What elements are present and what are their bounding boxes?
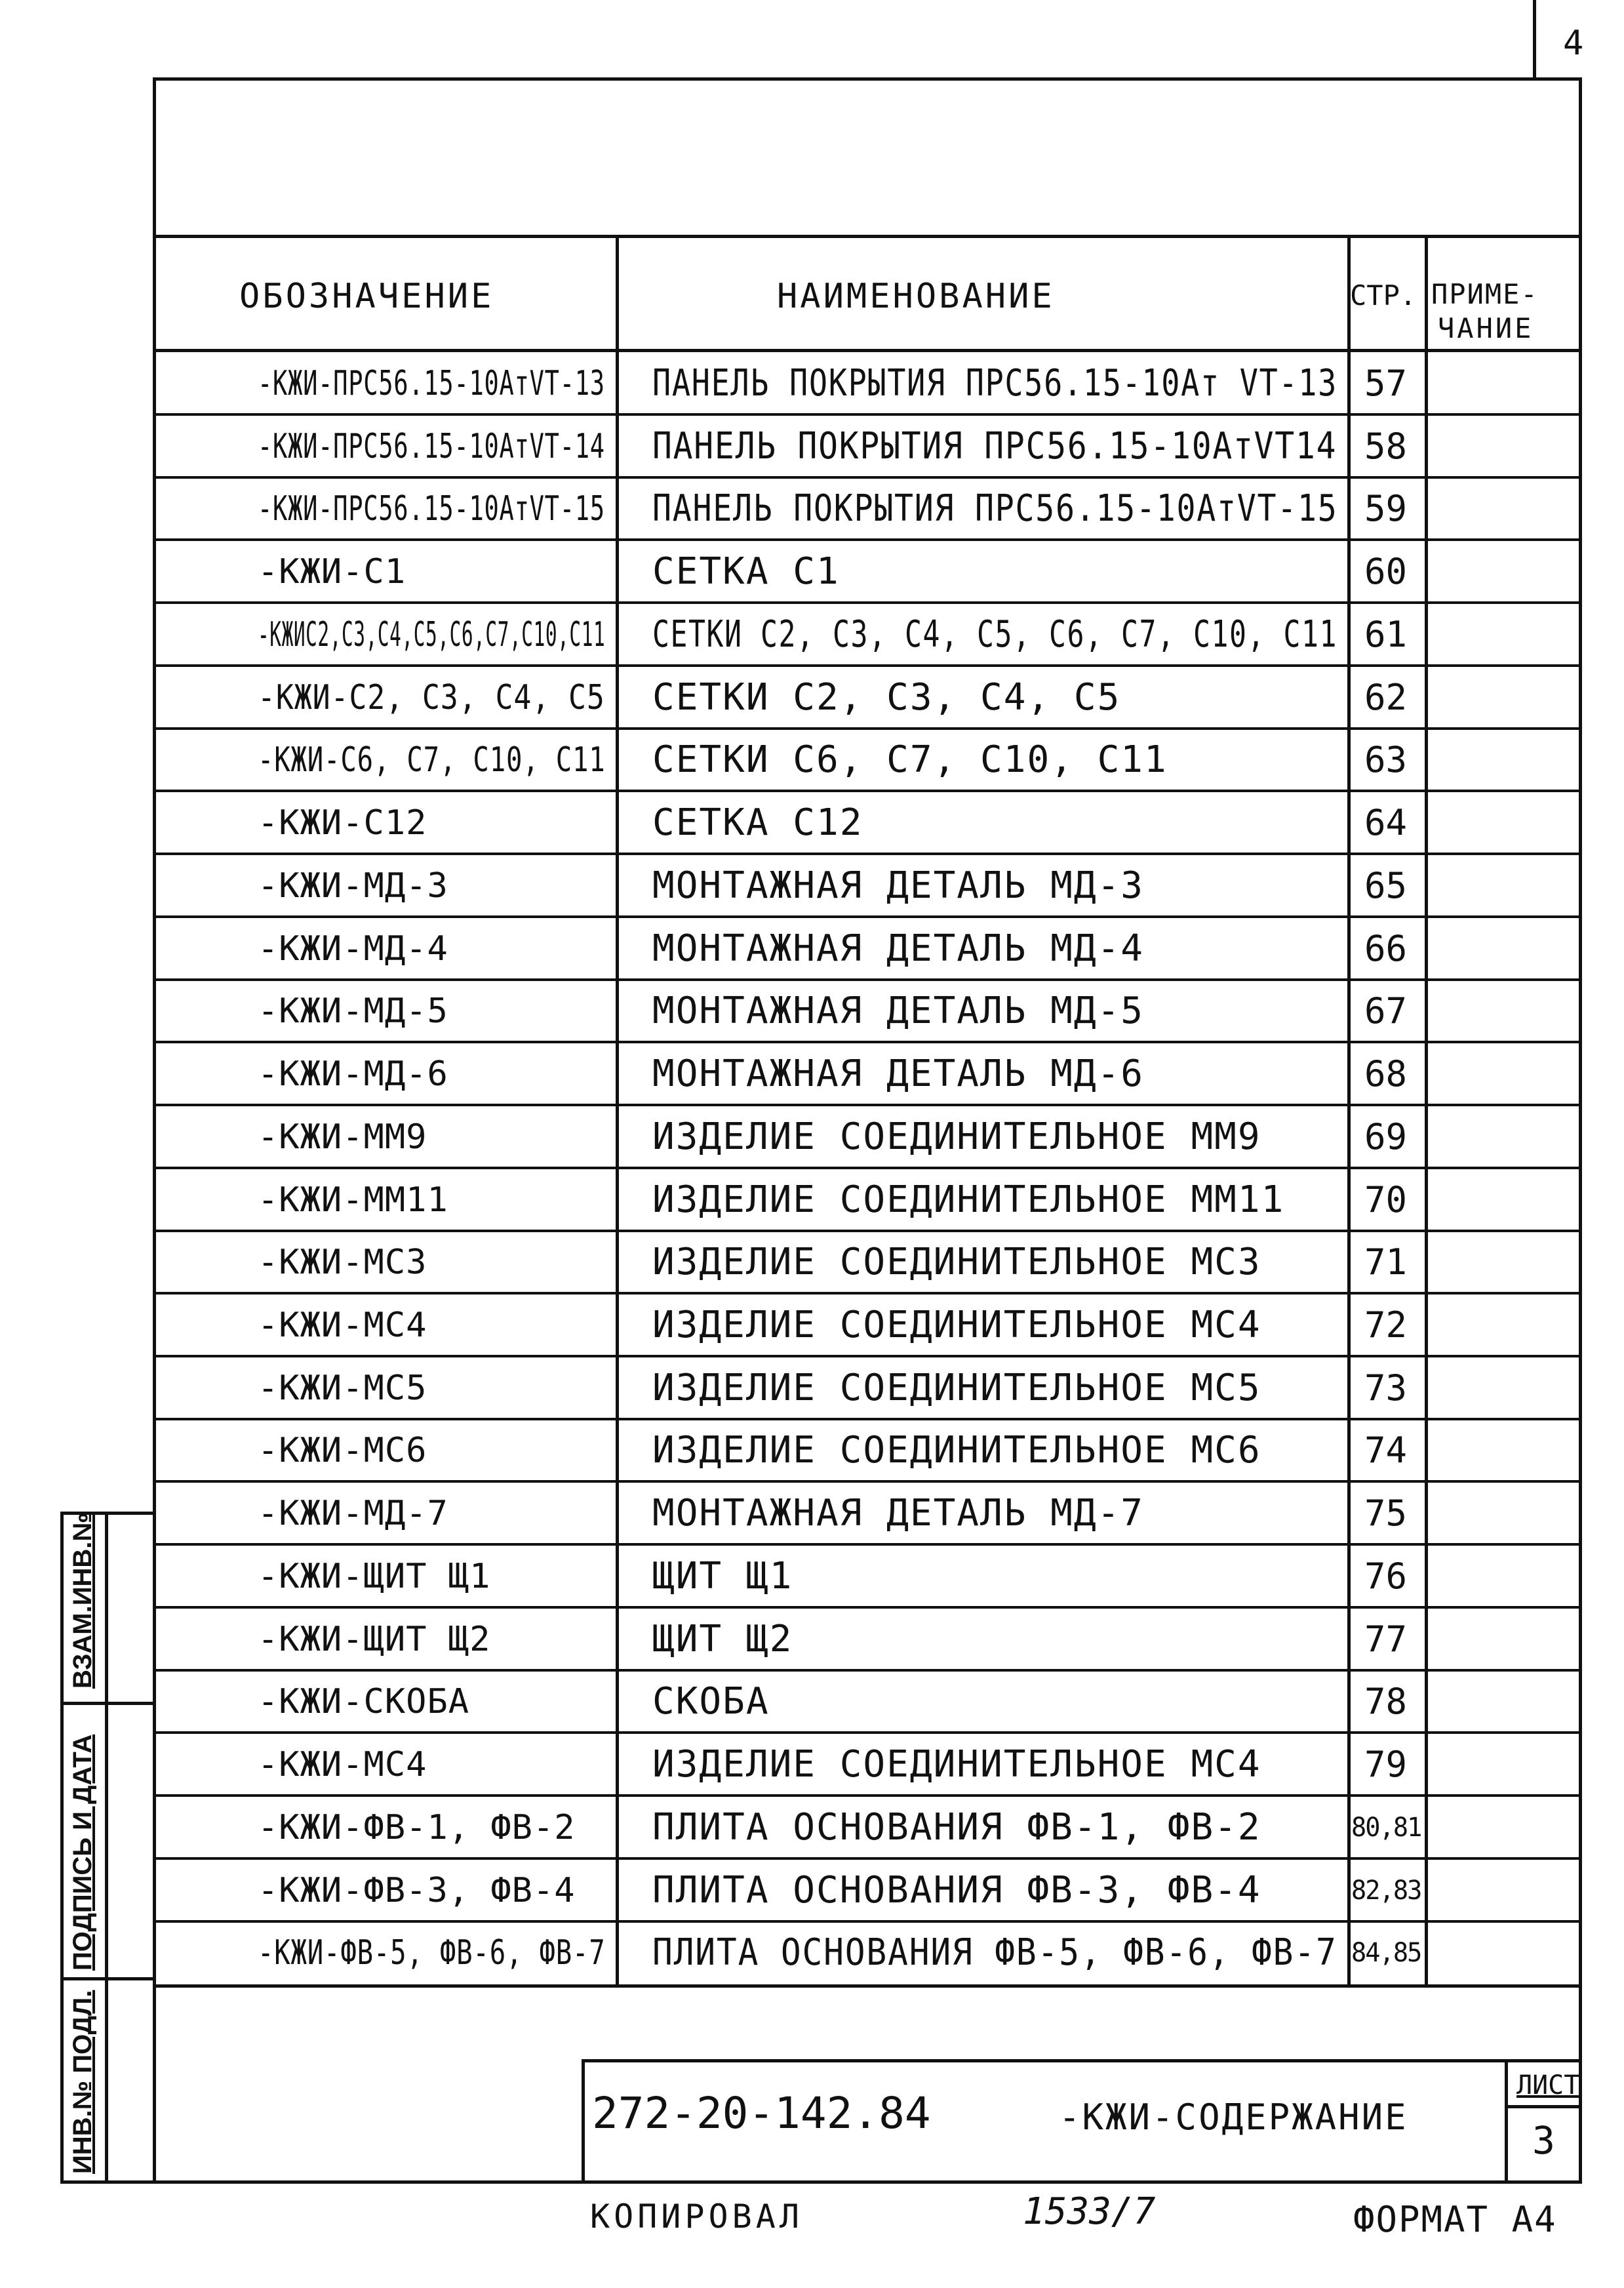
row-name: ПЛИТА ОСНОВАНИЯ ФВ-1, ФВ-2 — [652, 1806, 1261, 1849]
row-page: 61 — [1364, 614, 1408, 655]
binding-strip — [60, 1512, 153, 2184]
table-row — [153, 729, 1582, 792]
table-row — [153, 540, 1582, 603]
stamp-sheet-number: 3 — [1532, 2118, 1555, 2163]
row-page: 68 — [1364, 1053, 1408, 1094]
row-name: ИЗДЕЛИЕ СОЕДИНИТЕЛЬНОЕ МС4 — [652, 1743, 1261, 1786]
table-row — [153, 1357, 1582, 1420]
footer-copy-number: 1533/7 — [1023, 2190, 1156, 2233]
row-designation: -КЖИ-МД-7 — [258, 1494, 448, 1533]
row-designation: -КЖИ-ФВ-5, ФВ-6, ФВ-7 — [258, 1933, 606, 1973]
row-page: 65 — [1364, 865, 1408, 906]
row-name: ИЗДЕЛИЕ СОЕДИНИТЕЛЬНОЕ ММ11 — [652, 1178, 1285, 1221]
table-row — [153, 1796, 1582, 1859]
table-row — [153, 352, 1582, 415]
footer-copied: КОПИРОВАЛ — [590, 2198, 803, 2236]
table-row — [153, 792, 1582, 854]
row-designation: -КЖИ-МС4 — [258, 1745, 427, 1784]
table-row — [153, 666, 1582, 729]
table-row — [153, 1859, 1582, 1922]
strip-div-2 — [60, 1977, 153, 1980]
table-row — [153, 1419, 1582, 1482]
stamp-sheet-label: ЛИСТ — [1516, 2070, 1580, 2100]
side-label-inv-podl: ИНВ.№ ПОДЛ. — [68, 1990, 97, 2174]
header-name: НАИМЕНОВАНИЕ — [777, 277, 1055, 316]
table-row — [153, 415, 1582, 478]
row-designation: -КЖИ-СКОБА — [258, 1682, 470, 1721]
row-name: МОНТАЖНАЯ ДЕТАЛЬ МД-5 — [652, 990, 1145, 1032]
row-page: 73 — [1364, 1367, 1408, 1409]
row-name: ПАНЕЛЬ ПОКРЫТИЯ ПРС56.15-10АтVТ14 — [652, 425, 1337, 468]
row-page: 64 — [1364, 802, 1408, 843]
row-page: 71 — [1364, 1241, 1408, 1283]
row-designation: -КЖИ-ПРС56.15-10АтVТ-14 — [258, 427, 605, 466]
row-name: ПАНЕЛЬ ПОКРЫТИЯ ПРС56.15-10Ат VТ-13 — [652, 362, 1338, 405]
strip-div-1 — [60, 1702, 153, 1705]
row-name: СЕТКА С1 — [652, 550, 840, 593]
row-designation: -КЖИ-МД-4 — [258, 929, 448, 969]
row-page: 70 — [1364, 1179, 1408, 1220]
table-row — [153, 477, 1582, 540]
strip-bottom-line — [60, 2180, 153, 2184]
header-designation: ОБОЗНАЧЕНИЕ — [239, 277, 494, 316]
row-designation: -КЖИ-МС3 — [258, 1243, 427, 1282]
row-designation: -КЖИ-ФВ-1, ФВ-2 — [258, 1808, 576, 1847]
row-name: ИЗДЕЛИЕ СОЕДИНИТЕЛЬНОЕ МС3 — [652, 1241, 1261, 1283]
header-page: СТР. — [1350, 279, 1417, 311]
row-name: СЕТКИ С6, С7, С10, С11 — [652, 738, 1168, 781]
table-bottom-line — [153, 1984, 1582, 1988]
row-designation: -КЖИ-МД-3 — [258, 866, 448, 906]
stamp-sheet-mid — [1505, 2105, 1582, 2108]
row-page: 80,81 — [1351, 1813, 1421, 1843]
row-page: 75 — [1364, 1493, 1408, 1534]
row-designation: -КЖИ-С2, С3, С4, С5 — [258, 678, 605, 717]
row-page: 84,85 — [1351, 1938, 1421, 1968]
table-row — [153, 1733, 1582, 1796]
row-name: ИЗДЕЛИЕ СОЕДИНИТЕЛЬНОЕ МС4 — [652, 1304, 1261, 1346]
row-name: СЕТКИ С2, С3, С4, С5, С6, С7, С10, С11 — [652, 613, 1338, 656]
row-name: МОНТАЖНАЯ ДЕТАЛЬ МД-6 — [652, 1053, 1145, 1095]
stamp-top-line — [582, 2059, 1582, 2062]
row-designation: -КЖИ-ЩИТ Щ1 — [258, 1557, 491, 1596]
table-row — [153, 917, 1582, 980]
row-page: 57 — [1364, 363, 1408, 404]
table-row — [153, 1670, 1582, 1733]
row-name: СЕТКА С12 — [652, 801, 863, 844]
stamp-left-line — [582, 2059, 585, 2184]
row-page: 72 — [1364, 1304, 1408, 1346]
row-designation: -КЖИ-ММ9 — [258, 1117, 427, 1157]
row-designation: -КЖИ-ЩИТ Щ2 — [258, 1620, 491, 1659]
row-name: СЕТКИ С2, С3, С4, С5 — [652, 676, 1121, 719]
row-page: 62 — [1364, 677, 1408, 718]
row-designation: -КЖИ-ММ11 — [258, 1180, 448, 1220]
page-number-box-left — [1533, 0, 1536, 77]
row-page: 77 — [1364, 1618, 1408, 1660]
table-row — [153, 1482, 1582, 1545]
table-row — [153, 603, 1582, 666]
row-designation: -КЖИ-ПРС56.15-10АтVТ-15 — [258, 489, 605, 529]
row-page: 67 — [1364, 990, 1408, 1032]
footer-format: ФОРМАТ А4 — [1353, 2199, 1557, 2240]
row-name: ПЛИТА ОСНОВАНИЯ ФВ-5, ФВ-6, ФВ-7 — [652, 1931, 1337, 1974]
table-row — [153, 1921, 1582, 1984]
row-name: ЩИТ Щ1 — [652, 1555, 793, 1597]
row-name: ИЗДЕЛИЕ СОЕДИНИТЕЛЬНОЕ МС5 — [652, 1367, 1261, 1409]
row-name: МОНТАЖНАЯ ДЕТАЛЬ МД-7 — [652, 1492, 1145, 1535]
table-row — [153, 1294, 1582, 1357]
row-designation: -КЖИ-МС6 — [258, 1431, 427, 1470]
row-page: 76 — [1364, 1555, 1408, 1597]
row-name: МОНТАЖНАЯ ДЕТАЛЬ МД-4 — [652, 927, 1145, 970]
row-designation: -КЖИ-МС5 — [258, 1369, 427, 1408]
row-designation: -КЖИ-МД-6 — [258, 1054, 448, 1094]
row-designation: -КЖИ-С12 — [258, 803, 427, 843]
row-page: 59 — [1364, 488, 1408, 529]
table-row — [153, 1043, 1582, 1106]
table-row — [153, 980, 1582, 1043]
table-rows — [153, 352, 1582, 1984]
row-page: 82,83 — [1351, 1876, 1421, 1906]
table-row — [153, 1169, 1582, 1232]
row-page: 63 — [1364, 739, 1408, 780]
strip-mid-line — [105, 1512, 108, 2184]
row-name: ИЗДЕЛИЕ СОЕДИНИТЕЛЬНОЕ МС6 — [652, 1429, 1261, 1472]
row-name: ПЛИТА ОСНОВАНИЯ ФВ-3, ФВ-4 — [652, 1869, 1261, 1912]
row-name: ИЗДЕЛИЕ СОЕДИНИТЕЛЬНОЕ ММ9 — [652, 1115, 1261, 1158]
row-page: 69 — [1364, 1116, 1408, 1157]
row-name: ПАНЕЛЬ ПОКРЫТИЯ ПРС56.15-10АтVТ-15 — [652, 487, 1338, 530]
header-top-line — [153, 235, 1582, 238]
row-designation: -КЖИ-С1 — [258, 552, 406, 592]
row-designation: -КЖИ-МД-5 — [258, 992, 448, 1031]
row-name: МОНТАЖНАЯ ДЕТАЛЬ МД-3 — [652, 864, 1145, 907]
row-name: ЩИТ Щ2 — [652, 1618, 793, 1660]
header-note-line2: ЧАНИЕ — [1438, 312, 1534, 344]
row-page: 74 — [1364, 1430, 1408, 1471]
stamp-title: -КЖИ-СОДЕРЖАНИЕ — [1059, 2097, 1408, 2138]
row-designation: -КЖИ-МС4 — [258, 1306, 427, 1345]
row-page: 78 — [1364, 1681, 1408, 1722]
header-note-line1: ПРИМЕ- — [1431, 278, 1539, 310]
stamp-code: 272-20-142.84 — [592, 2088, 931, 2138]
page-number: 4 — [1563, 24, 1584, 63]
contents-table — [153, 235, 1582, 1986]
side-label-sign-date: ПОДПИСЬ И ДАТА — [68, 1734, 97, 1971]
row-designation: -КЖИС2,С3,С4,С5,С6,С7,С10,С11 — [258, 615, 606, 654]
row-designation: -КЖИ-ПРС56.15-10АтVТ-13 — [258, 364, 605, 403]
table-row — [153, 1106, 1582, 1169]
table-row — [153, 1545, 1582, 1608]
table-row — [153, 1608, 1582, 1671]
strip-left-line — [60, 1512, 64, 2184]
table-row — [153, 854, 1582, 917]
title-stamp — [582, 2059, 1582, 2184]
row-page: 58 — [1364, 426, 1408, 467]
row-designation: -КЖИ-С6, С7, С10, С11 — [258, 740, 606, 780]
row-page: 79 — [1364, 1744, 1408, 1785]
row-designation: -КЖИ-ФВ-3, ФВ-4 — [258, 1871, 576, 1910]
row-page: 60 — [1364, 551, 1408, 592]
row-page: 66 — [1364, 928, 1408, 969]
table-row — [153, 1231, 1582, 1294]
side-label-vzam-inv: ВЗАМ.ИНВ.№ — [68, 1512, 97, 1689]
row-name: СКОБА — [652, 1680, 770, 1723]
stamp-sheet-left — [1505, 2059, 1508, 2184]
